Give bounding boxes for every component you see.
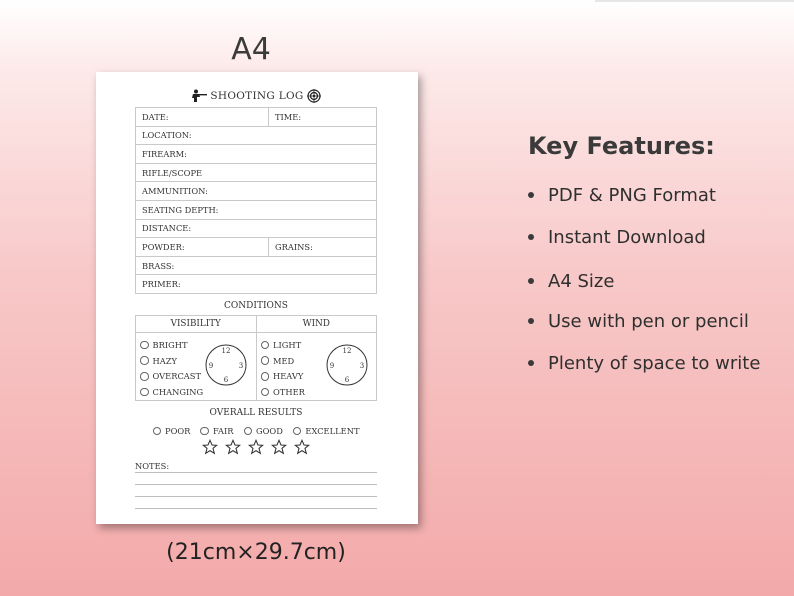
radio-circle-icon[interactable] (244, 427, 253, 436)
star-icon[interactable] (225, 439, 241, 455)
svg-text:6: 6 (223, 375, 229, 384)
radio-circle-icon[interactable] (140, 388, 149, 397)
svg-text:6: 6 (344, 375, 349, 384)
results-options (135, 424, 377, 438)
star-icon[interactable] (248, 439, 264, 455)
time-field[interactable]: TIME: (269, 108, 377, 127)
form-preview-page (96, 72, 418, 524)
bullet-icon (528, 360, 534, 366)
star-icon[interactable] (202, 439, 218, 455)
feature-item: PDF & PNG Format (528, 181, 760, 209)
visibility-title: VISIBILITY (136, 316, 256, 333)
svg-text:3: 3 (359, 361, 364, 370)
top-divider (595, 0, 794, 2)
svg-text:9: 9 (208, 361, 214, 370)
radio-circle-icon[interactable] (153, 427, 162, 436)
svg-text:9: 9 (329, 361, 334, 370)
shooting-log-form (135, 89, 377, 509)
result-option-fair[interactable]: FAIR (200, 426, 233, 436)
wind-option-med[interactable]: MED (261, 353, 305, 369)
radio-circle-icon[interactable] (261, 356, 270, 365)
wind-option-light[interactable]: LIGHT (261, 337, 305, 353)
location-field[interactable]: LOCATION: (136, 126, 377, 145)
star-icon[interactable] (271, 439, 287, 455)
star-icon[interactable] (294, 439, 310, 455)
radio-circle-icon[interactable] (261, 388, 270, 397)
date-field[interactable]: DATE: (136, 108, 269, 127)
seating-depth-field[interactable]: SEATING DEPTH: (136, 200, 377, 219)
rifle-scope-field[interactable]: RIFLE/SCOPE (136, 163, 377, 182)
firearm-field[interactable]: FIREARM: (136, 145, 377, 164)
size-label: A4 (231, 32, 271, 67)
notes-line (135, 497, 377, 509)
visibility-clock-icon (204, 343, 248, 387)
conditions-title: CONDITIONS (224, 300, 288, 311)
ammunition-field[interactable]: AMMUNITION: (136, 182, 377, 201)
radio-circle-icon[interactable] (200, 427, 209, 436)
wind-clock-icon (325, 343, 369, 387)
shooter-icon (191, 89, 207, 103)
fields-table (135, 107, 377, 294)
bullet-icon (528, 318, 534, 324)
radio-circle-icon[interactable] (261, 372, 270, 381)
svg-text:12: 12 (221, 346, 231, 355)
result-option-good[interactable]: GOOD (244, 426, 283, 436)
powder-field[interactable]: POWDER: (136, 238, 269, 257)
radio-circle-icon[interactable] (293, 427, 302, 436)
visibility-option-changing[interactable]: CHANGING (140, 384, 203, 400)
wind-option-other[interactable]: OTHER (261, 384, 305, 400)
notes-label: NOTES: (135, 460, 170, 471)
svg-text:3: 3 (238, 361, 244, 370)
bullet-icon (528, 234, 534, 240)
feature-item: A4 Size (528, 267, 760, 295)
visibility-option-overcast[interactable]: OVERCAST (140, 369, 203, 385)
star-rating[interactable] (135, 439, 377, 459)
form-title (135, 89, 377, 107)
notes-area[interactable] (135, 471, 377, 509)
wind-option-heavy[interactable]: HEAVY (261, 369, 305, 385)
feature-item: Use with pen or pencil (528, 307, 760, 335)
visibility-section (136, 316, 256, 400)
primer-field[interactable]: PRIMER: (136, 275, 377, 294)
radio-circle-icon[interactable] (140, 341, 149, 350)
notes-line (135, 473, 377, 485)
visibility-option-hazy[interactable]: HAZY (140, 353, 203, 369)
form-title-text: SHOOTING LOG (210, 90, 304, 102)
target-icon (307, 89, 321, 103)
brass-field[interactable]: BRASS: (136, 256, 377, 275)
grains-field[interactable]: GRAINS: (269, 238, 377, 257)
svg-text:12: 12 (342, 346, 351, 355)
key-features-title: Key Features: (528, 132, 715, 160)
distance-field[interactable]: DISTANCE: (136, 219, 377, 238)
wind-section (256, 316, 377, 400)
wind-title: WIND (257, 316, 377, 333)
result-option-excellent[interactable]: EXCELLENT (293, 426, 360, 436)
visibility-option-bright[interactable]: BRIGHT (140, 337, 203, 353)
radio-circle-icon[interactable] (140, 356, 149, 365)
conditions-box (135, 315, 377, 401)
feature-item: Plenty of space to write (528, 349, 760, 377)
result-option-poor[interactable]: POOR (153, 426, 191, 436)
bullet-icon (528, 278, 534, 284)
bullet-icon (528, 192, 534, 198)
radio-circle-icon[interactable] (261, 341, 270, 350)
notes-line (135, 485, 377, 497)
dimensions-label: (21cm×29.7cm) (166, 540, 346, 565)
overall-results-title: OVERALL RESULTS (209, 407, 303, 418)
feature-item: Instant Download (528, 223, 760, 251)
key-features-list (528, 181, 760, 377)
radio-circle-icon[interactable] (140, 372, 149, 381)
